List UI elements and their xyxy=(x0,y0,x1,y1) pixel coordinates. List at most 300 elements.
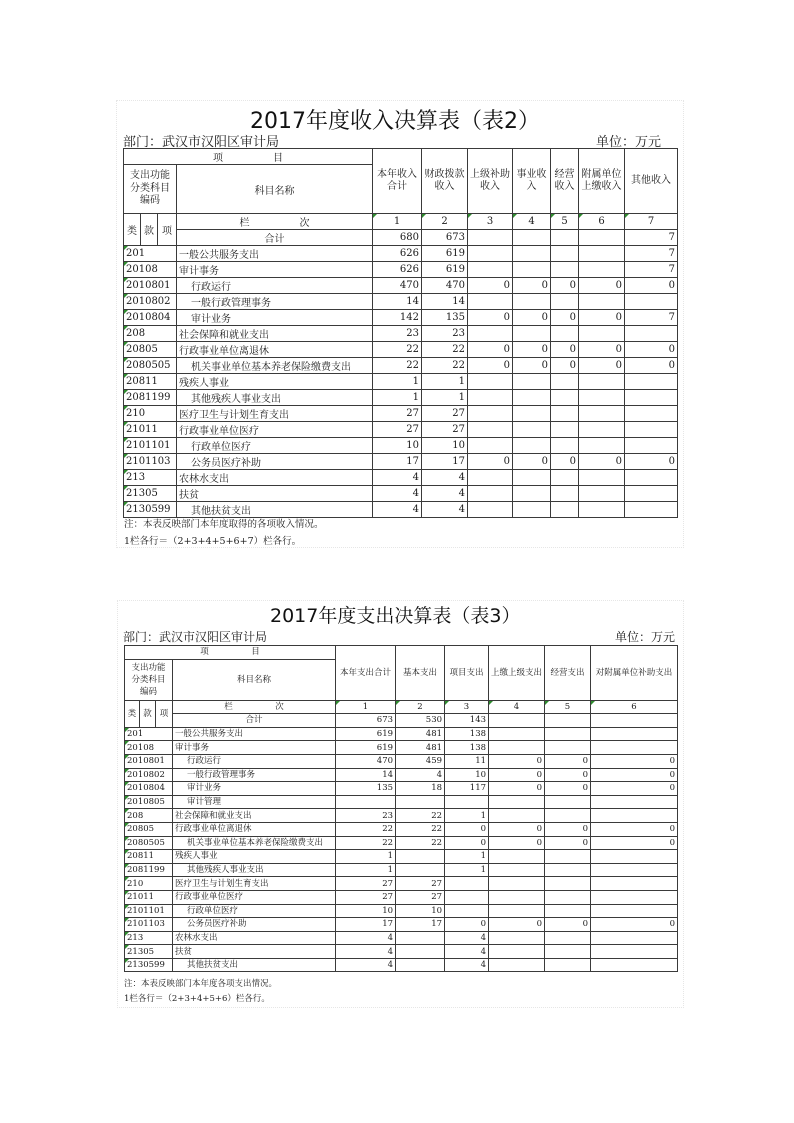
row-value: 0 xyxy=(489,918,545,932)
row-value xyxy=(489,945,545,959)
row-value xyxy=(579,502,625,518)
row-value: 14 xyxy=(422,294,468,310)
row-value: 22 xyxy=(422,342,468,358)
row-value: 7 xyxy=(625,262,678,278)
col-number: 5 xyxy=(551,214,579,230)
table-row xyxy=(124,310,678,326)
row-value: 0 xyxy=(468,310,513,326)
row-value xyxy=(468,246,513,262)
table-row xyxy=(124,358,678,374)
row-value xyxy=(513,246,551,262)
row-value: 4 xyxy=(373,470,422,486)
row-name: 农林水支出 xyxy=(173,931,336,945)
code-header: 支出功能分类科目编码 xyxy=(124,165,177,214)
row-value xyxy=(545,727,591,741)
row-value xyxy=(445,904,489,918)
row-code: 21305 xyxy=(124,486,177,502)
row-value xyxy=(468,326,513,342)
row-value: 4 xyxy=(396,768,445,782)
row-value xyxy=(489,850,545,864)
row-value xyxy=(579,246,625,262)
row-value: 0 xyxy=(513,278,551,294)
row-value: 0 xyxy=(551,310,579,326)
row-value xyxy=(625,406,678,422)
row-name: 行政单位医疗 xyxy=(173,904,336,918)
row-value: 27 xyxy=(422,422,468,438)
expenditure-table-title: 2017年度支出决算表（表3） xyxy=(270,605,521,627)
row-code: 21011 xyxy=(124,422,177,438)
row-value xyxy=(513,390,551,406)
row-value xyxy=(591,890,678,904)
row-value: 10 xyxy=(445,768,489,782)
row-value: 17 xyxy=(373,454,422,470)
row-code: 201 xyxy=(125,727,173,741)
total-value xyxy=(513,230,551,246)
row-value: 1 xyxy=(445,850,489,864)
col-header: 附属单位上缴收入 xyxy=(579,149,625,214)
income-formula-note: 1栏各行＝（2+3+4+5+6+7）栏各行。 xyxy=(124,536,302,547)
row-value: 0 xyxy=(489,754,545,768)
col-header: 项目支出 xyxy=(445,646,489,701)
row-value: 619 xyxy=(422,262,468,278)
row-value xyxy=(625,486,678,502)
row-value xyxy=(513,502,551,518)
row-value: 626 xyxy=(373,246,422,262)
col-number: 4 xyxy=(513,214,551,230)
row-name: 其他扶贫支出 xyxy=(177,502,373,518)
row-value: 481 xyxy=(396,741,445,755)
row-value: 0 xyxy=(545,836,591,850)
income-table-title: 2017年度收入决算表（表2） xyxy=(250,109,540,134)
row-name: 其他扶贫支出 xyxy=(173,958,336,972)
total-value xyxy=(545,714,591,728)
row-value: 22 xyxy=(396,836,445,850)
row-value: 0 xyxy=(489,768,545,782)
row-value xyxy=(336,795,396,809)
col-header: 经营支出 xyxy=(545,646,591,701)
expenditure-department: 部门：武汉市汉阳区审计局 xyxy=(123,630,268,644)
row-value xyxy=(545,741,591,755)
row-code: 2010802 xyxy=(125,768,173,782)
col-header: 其他收入 xyxy=(625,149,678,214)
table-row xyxy=(125,850,678,864)
total-value xyxy=(551,230,579,246)
col-header: 上缴上级支出 xyxy=(489,646,545,701)
table-row xyxy=(124,390,678,406)
total-value: 673 xyxy=(422,230,468,246)
row-value: 18 xyxy=(396,782,445,796)
table-row xyxy=(124,454,678,470)
row-value xyxy=(513,486,551,502)
row-value xyxy=(579,294,625,310)
row-value xyxy=(625,470,678,486)
row-value: 470 xyxy=(373,278,422,294)
name-header: 科目名称 xyxy=(177,165,373,214)
row-name: 审计管理 xyxy=(173,795,336,809)
row-value xyxy=(513,262,551,278)
row-code: 2130599 xyxy=(124,502,177,518)
row-code: 20108 xyxy=(125,741,173,755)
expenditure-unit: 单位：万元 xyxy=(615,630,676,644)
row-value: 22 xyxy=(422,358,468,374)
col-header: 经营收入 xyxy=(551,149,579,214)
row-value: 0 xyxy=(513,342,551,358)
row-value xyxy=(468,470,513,486)
row-value: 0 xyxy=(579,310,625,326)
row-value: 7 xyxy=(625,246,678,262)
row-value xyxy=(468,486,513,502)
row-code: 2010804 xyxy=(125,782,173,796)
row-value: 4 xyxy=(373,502,422,518)
row-value: 1 xyxy=(373,374,422,390)
col-number: 3 xyxy=(468,214,513,230)
row-value: 0 xyxy=(489,836,545,850)
row-name: 行政事业单位离退休 xyxy=(173,822,336,836)
row-value: 142 xyxy=(373,310,422,326)
row-value xyxy=(545,850,591,864)
total-value xyxy=(468,230,513,246)
total-value: 680 xyxy=(373,230,422,246)
col-header: 事业收入 xyxy=(513,149,551,214)
row-code: 21305 xyxy=(125,945,173,959)
row-value xyxy=(468,502,513,518)
row-name: 机关事业单位基本养老保险缴费支出 xyxy=(173,836,336,850)
row-value: 1 xyxy=(422,374,468,390)
lei-header: 类 xyxy=(125,700,140,727)
row-code: 2010801 xyxy=(125,754,173,768)
row-name: 其他残疾人事业支出 xyxy=(173,863,336,877)
table-row xyxy=(125,741,678,755)
row-value: 27 xyxy=(373,406,422,422)
table-row xyxy=(124,246,678,262)
row-value: 27 xyxy=(336,890,396,904)
col-header: 财政拨款收入 xyxy=(422,149,468,214)
row-value: 0 xyxy=(591,754,678,768)
table-row xyxy=(125,822,678,836)
income-unit: 单位：万元 xyxy=(596,135,662,150)
total-label: 合计 xyxy=(173,714,336,728)
row-value xyxy=(545,809,591,823)
table-row xyxy=(125,890,678,904)
row-value xyxy=(591,904,678,918)
row-value xyxy=(489,863,545,877)
kuan-header: 款 xyxy=(141,214,158,246)
row-code: 20811 xyxy=(125,850,173,864)
row-code: 208 xyxy=(125,809,173,823)
row-name: 社会保障和就业支出 xyxy=(177,326,373,342)
row-value: 0 xyxy=(445,918,489,932)
row-value xyxy=(468,438,513,454)
table-row xyxy=(125,782,678,796)
row-name: 一般行政管理事务 xyxy=(173,768,336,782)
row-value: 0 xyxy=(591,918,678,932)
row-value xyxy=(551,502,579,518)
row-name: 农林水支出 xyxy=(177,470,373,486)
row-value xyxy=(445,877,489,891)
row-name: 公务员医疗补助 xyxy=(177,454,373,470)
row-value: 23 xyxy=(373,326,422,342)
row-value xyxy=(468,294,513,310)
row-value: 0 xyxy=(489,782,545,796)
row-value: 17 xyxy=(422,454,468,470)
row-value: 0 xyxy=(513,310,551,326)
row-code: 2101103 xyxy=(124,454,177,470)
row-value: 22 xyxy=(373,342,422,358)
table-row xyxy=(124,262,678,278)
total-value xyxy=(591,714,678,728)
col-number: 6 xyxy=(579,214,625,230)
row-value xyxy=(489,727,545,741)
row-value: 138 xyxy=(445,727,489,741)
row-value: 11 xyxy=(445,754,489,768)
row-value: 1 xyxy=(336,863,396,877)
row-value xyxy=(579,262,625,278)
row-value xyxy=(468,262,513,278)
row-value: 4 xyxy=(422,502,468,518)
total-label: 合计 xyxy=(177,230,373,246)
row-code: 2101103 xyxy=(125,918,173,932)
row-value xyxy=(513,326,551,342)
col-number: 5 xyxy=(545,700,591,714)
col-header: 本年收入合计 xyxy=(373,149,422,214)
row-name: 行政运行 xyxy=(173,754,336,768)
row-value: 0 xyxy=(591,836,678,850)
table-row xyxy=(125,958,678,972)
row-value: 0 xyxy=(513,454,551,470)
row-code: 20805 xyxy=(124,342,177,358)
lei-header: 类 xyxy=(124,214,141,246)
col-number: 4 xyxy=(489,700,545,714)
row-value: 135 xyxy=(422,310,468,326)
row-value: 0 xyxy=(579,454,625,470)
row-value xyxy=(591,741,678,755)
row-value: 0 xyxy=(468,278,513,294)
row-value: 481 xyxy=(396,727,445,741)
row-value xyxy=(445,890,489,904)
total-value: 143 xyxy=(445,714,489,728)
table-row xyxy=(125,768,678,782)
row-value: 4 xyxy=(336,945,396,959)
row-name: 残疾人事业 xyxy=(177,374,373,390)
row-value xyxy=(468,406,513,422)
row-value: 0 xyxy=(513,358,551,374)
row-value xyxy=(551,438,579,454)
row-value: 0 xyxy=(591,768,678,782)
row-name: 行政事业单位医疗 xyxy=(173,890,336,904)
row-name: 其他残疾人事业支出 xyxy=(177,390,373,406)
row-value: 0 xyxy=(579,358,625,374)
row-value: 0 xyxy=(545,754,591,768)
row-value: 14 xyxy=(373,294,422,310)
row-value xyxy=(551,406,579,422)
table-row xyxy=(124,470,678,486)
row-value: 459 xyxy=(396,754,445,768)
col-header: 上级补助收入 xyxy=(468,149,513,214)
row-code: 2080505 xyxy=(125,836,173,850)
row-value xyxy=(489,890,545,904)
row-code: 2130599 xyxy=(125,958,173,972)
col-number: 3 xyxy=(445,700,489,714)
row-code: 201 xyxy=(124,246,177,262)
code-header: 支出功能分类科目编码 xyxy=(125,659,173,700)
col-number: 7 xyxy=(625,214,678,230)
row-value xyxy=(396,945,445,959)
row-value xyxy=(489,809,545,823)
row-value xyxy=(625,374,678,390)
row-value xyxy=(591,850,678,864)
row-value xyxy=(513,374,551,390)
table-row xyxy=(124,406,678,422)
row-value xyxy=(625,326,678,342)
row-value: 22 xyxy=(336,822,396,836)
row-code: 2101101 xyxy=(124,438,177,454)
row-value xyxy=(545,904,591,918)
row-value xyxy=(489,931,545,945)
row-value xyxy=(513,406,551,422)
row-value: 10 xyxy=(422,438,468,454)
row-value: 1 xyxy=(445,863,489,877)
row-value: 0 xyxy=(545,822,591,836)
row-value: 0 xyxy=(551,342,579,358)
row-value xyxy=(468,390,513,406)
row-value: 0 xyxy=(591,822,678,836)
row-value: 470 xyxy=(422,278,468,294)
row-value: 0 xyxy=(445,822,489,836)
row-value: 0 xyxy=(551,454,579,470)
row-name: 社会保障和就业支出 xyxy=(173,809,336,823)
row-value: 138 xyxy=(445,741,489,755)
row-value: 4 xyxy=(445,931,489,945)
income-department: 部门：武汉市汉阳区审计局 xyxy=(123,135,280,150)
table-row xyxy=(125,945,678,959)
table-row xyxy=(125,904,678,918)
row-value: 0 xyxy=(545,768,591,782)
row-name: 审计事务 xyxy=(177,262,373,278)
col-header: 基本支出 xyxy=(396,646,445,701)
row-name: 扶贫 xyxy=(177,486,373,502)
row-value: 0 xyxy=(625,342,678,358)
row-value: 0 xyxy=(579,342,625,358)
row-name: 行政单位医疗 xyxy=(177,438,373,454)
row-value: 4 xyxy=(336,931,396,945)
row-code: 2101101 xyxy=(125,904,173,918)
row-value xyxy=(396,795,445,809)
row-name: 行政事业单位离退休 xyxy=(177,342,373,358)
row-value: 22 xyxy=(396,809,445,823)
row-name: 扶贫 xyxy=(173,945,336,959)
row-value xyxy=(513,294,551,310)
row-value: 22 xyxy=(396,822,445,836)
row-value: 117 xyxy=(445,782,489,796)
row-value xyxy=(551,422,579,438)
row-value xyxy=(551,246,579,262)
row-code: 213 xyxy=(124,470,177,486)
row-value xyxy=(591,958,678,972)
col-number: 2 xyxy=(422,214,468,230)
row-value xyxy=(579,438,625,454)
row-code: 210 xyxy=(124,406,177,422)
row-value xyxy=(396,863,445,877)
row-value xyxy=(513,438,551,454)
row-name: 公务员医疗补助 xyxy=(173,918,336,932)
kuan-header: 款 xyxy=(140,700,156,727)
row-value xyxy=(513,470,551,486)
table-row xyxy=(125,863,678,877)
row-value xyxy=(545,890,591,904)
row-value: 619 xyxy=(336,727,396,741)
row-value: 10 xyxy=(373,438,422,454)
row-code: 20108 xyxy=(124,262,177,278)
row-value xyxy=(625,502,678,518)
table-row xyxy=(124,438,678,454)
row-value: 4 xyxy=(422,470,468,486)
total-value xyxy=(489,714,545,728)
row-value xyxy=(579,486,625,502)
income-table-body xyxy=(124,246,678,518)
row-name: 机关事业单位基本养老保险缴费支出 xyxy=(177,358,373,374)
table-row xyxy=(125,931,678,945)
table-row xyxy=(125,795,678,809)
row-name: 审计业务 xyxy=(177,310,373,326)
lanci-header: 栏 次 xyxy=(177,214,373,230)
row-value xyxy=(489,795,545,809)
row-value xyxy=(591,945,678,959)
row-value: 14 xyxy=(336,768,396,782)
row-value xyxy=(551,294,579,310)
row-value xyxy=(545,863,591,877)
row-value xyxy=(625,294,678,310)
row-value: 0 xyxy=(545,918,591,932)
table-row xyxy=(125,877,678,891)
item-group-header: 项 目 xyxy=(124,149,373,165)
row-value xyxy=(591,727,678,741)
row-value: 626 xyxy=(373,262,422,278)
row-value xyxy=(396,850,445,864)
total-value: 673 xyxy=(336,714,396,728)
row-value xyxy=(551,486,579,502)
row-value: 0 xyxy=(591,782,678,796)
row-value xyxy=(545,877,591,891)
table-row xyxy=(124,294,678,310)
row-code: 213 xyxy=(125,931,173,945)
row-value: 4 xyxy=(445,958,489,972)
row-value xyxy=(489,958,545,972)
row-value xyxy=(545,795,591,809)
row-name: 一般行政管理事务 xyxy=(177,294,373,310)
row-value xyxy=(551,470,579,486)
row-value xyxy=(545,958,591,972)
row-value xyxy=(591,877,678,891)
row-value xyxy=(489,877,545,891)
total-value: 7 xyxy=(625,230,678,246)
col-header: 本年支出合计 xyxy=(336,646,396,701)
row-value: 0 xyxy=(468,358,513,374)
row-value: 0 xyxy=(445,836,489,850)
row-value xyxy=(468,374,513,390)
row-value: 1 xyxy=(336,850,396,864)
table-row xyxy=(125,918,678,932)
row-code: 20811 xyxy=(124,374,177,390)
row-value: 4 xyxy=(422,486,468,502)
row-code: 2010804 xyxy=(124,310,177,326)
row-value xyxy=(591,795,678,809)
table-row xyxy=(124,278,678,294)
row-value xyxy=(625,390,678,406)
name-header: 科目名称 xyxy=(173,659,336,700)
row-value xyxy=(551,262,579,278)
row-value: 4 xyxy=(445,945,489,959)
row-value xyxy=(513,422,551,438)
